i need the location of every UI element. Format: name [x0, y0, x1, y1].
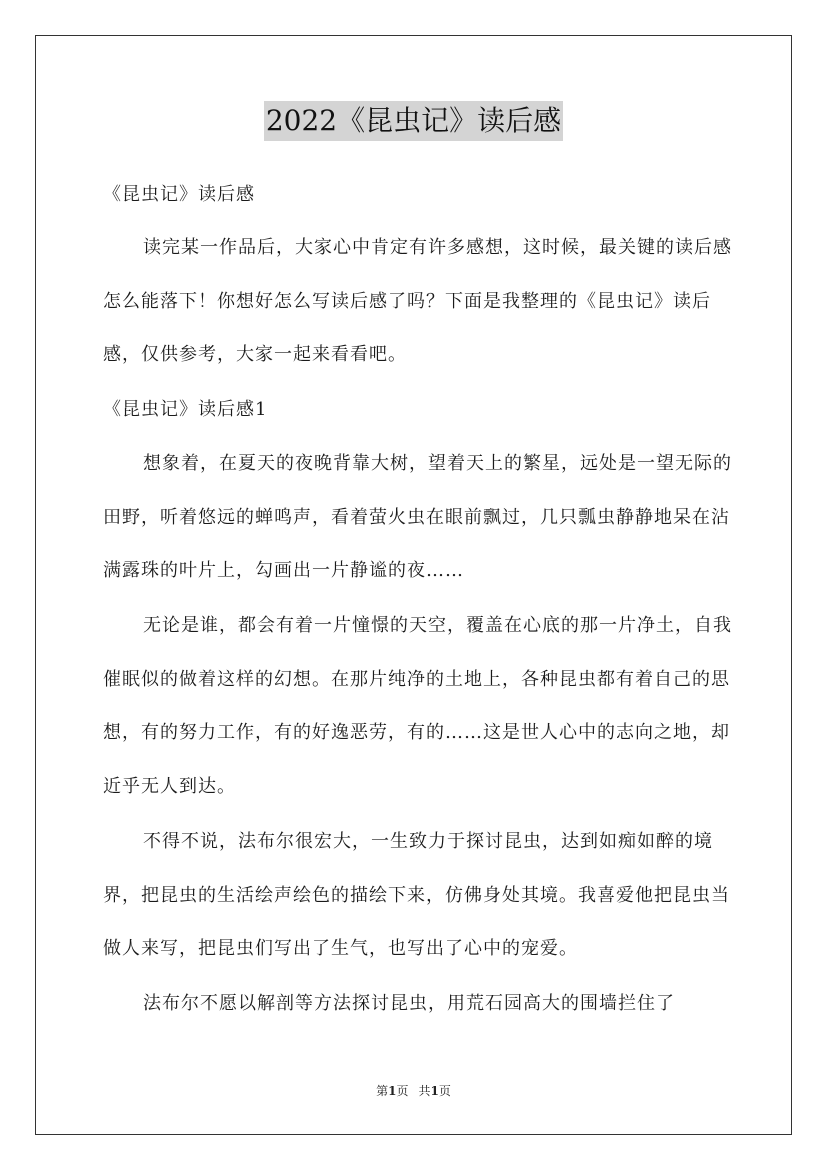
page-prefix: 第	[376, 1084, 389, 1098]
page-suffix: 页	[396, 1084, 409, 1098]
body-paragraph-3: 不得不说，法布尔很宏大，一生致力于探讨昆虫，达到如痴如醉的境界，把昆虫的生活绘声绘色的描绘下来，仿佛身处其境。我喜爱他把昆虫当做人来写，把昆虫们写出了生气，也写出了心中的宠爱。	[103, 831, 730, 959]
total-pages: 1	[430, 1084, 439, 1098]
page-footer	[0, 1083, 827, 1099]
total-suffix: 页	[438, 1084, 451, 1098]
body-paragraph-2: 无论是谁，都会有着一片憧憬的天空，覆盖在心底的那一片净土，自我催眠似的做着这样的幻想。在那片纯净的土地上，各种昆虫都有着自己的思想，有的努力工作，有的好逸恶劳，有的……这是世人心中的志向之地，却近乎无人到达。	[103, 615, 732, 797]
page-number: 1	[388, 1084, 397, 1098]
section-heading: 《昆虫记》读后感1	[103, 399, 268, 420]
title-wrap	[0, 101, 827, 141]
body-paragraph-4: 法布尔不愿以解剖等方法探讨昆虫，用荒石园高大的围墙拦住了	[143, 993, 675, 1014]
body-paragraph-1: 想象着，在夏天的夜晚背靠大树，望着天上的繁星，远处是一望无际的田野，听着悠远的蝉鸣声，看着萤火虫在眼前飘过，几只瓢虫静静地呆在沾满露珠的叶片上，勾画出一片静谧的夜……	[103, 453, 732, 581]
document-title: 2022《昆虫记》读后感	[264, 101, 563, 141]
total-prefix: 共	[418, 1084, 431, 1098]
intro-paragraph: 读完某一作品后，大家心中肯定有许多感想，这时候，最关键的读后感怎么能落下！你想好怎么写读后感了吗？下面是我整理的《昆虫记》读后感，仅供参考，大家一起来看看吧。	[103, 237, 732, 365]
subtitle: 《昆虫记》读后感	[103, 184, 255, 205]
